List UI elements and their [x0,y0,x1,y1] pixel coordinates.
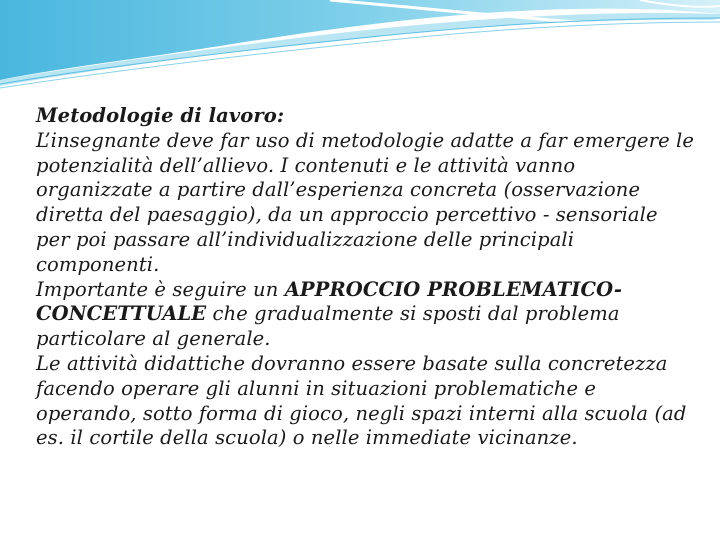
slide-heading: Metodologie di lavoro: [36,104,285,127]
header-wave-decoration [0,0,720,90]
paragraph-approach [36,278,696,352]
slide-content [36,104,696,451]
approach-rest: che gradualmente si sposti dal problema particolare al generale. [36,302,620,351]
approach-intro: Importante è seguire un [36,277,285,301]
paragraph-methodology: L’insegnante deve far uso di metodologie adatte a far emergere le potenzialità dell’allievo. I contenuti e le attività vanno organizzate a partire dall’esperienza concreta (osservazione diretta del paesaggio), da un approccio percettivo - sensoriale per poi passare all’individualizzazione delle principali componenti. [36,128,695,276]
approach-emphasis: APPROCCIO PROBLEMATICO-CONCETTUALE [36,277,623,326]
paragraph-activities: Le attività didattiche dovranno essere basate sulla concretezza facendo operare gli alunni in situazioni problematiche e operando, sotto forma di gioco, negli spazi interni alla scuola (ad es. il cortile della scuola) o nelle immediate vicinanze. [36,351,687,450]
